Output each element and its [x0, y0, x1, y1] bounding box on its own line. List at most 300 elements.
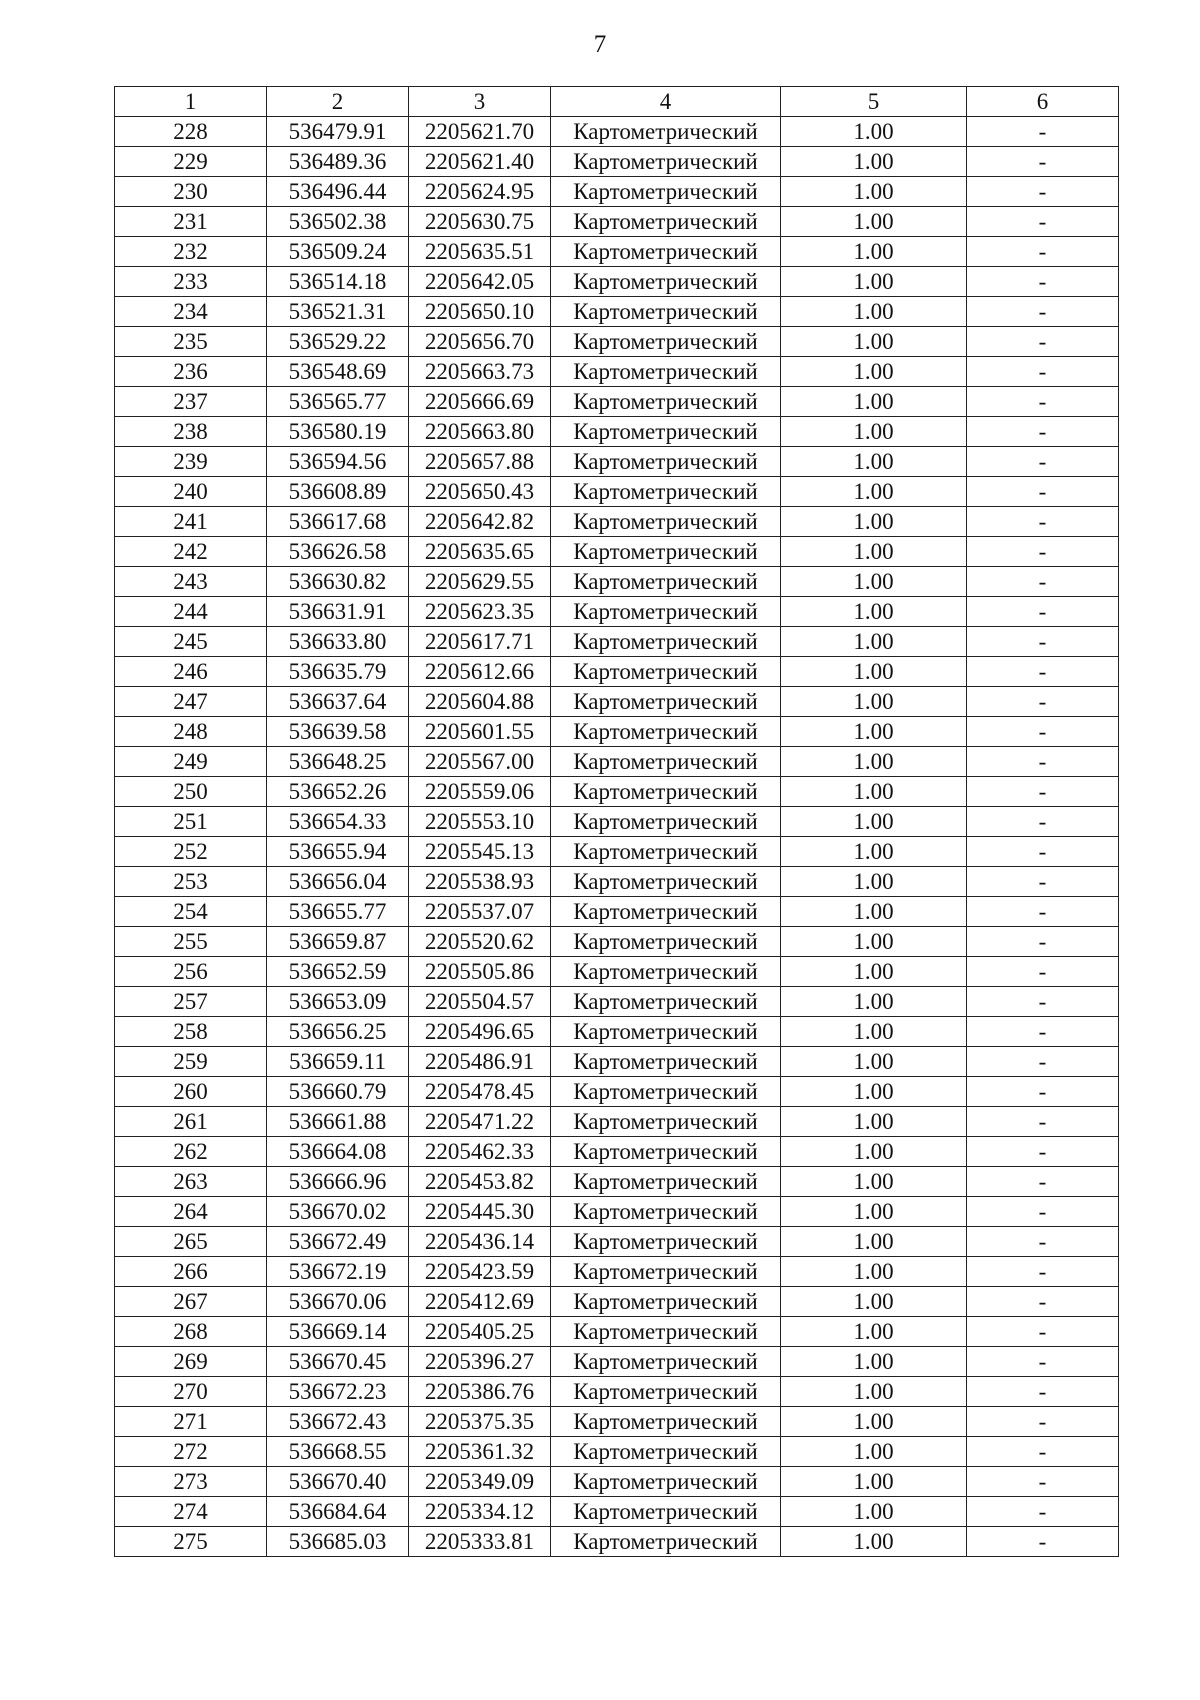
method-cell: Картометрический [551, 987, 781, 1017]
accuracy-cell: 1.00 [781, 1467, 967, 1497]
table-row [115, 147, 1119, 177]
x-coordinate-cell: 536685.03 [267, 1527, 409, 1557]
column-header: 1 [115, 87, 267, 117]
note-cell: - [967, 747, 1119, 777]
accuracy-cell: 1.00 [781, 477, 967, 507]
column-header: 4 [551, 87, 781, 117]
x-coordinate-cell: 536661.88 [267, 1107, 409, 1137]
table-row [115, 1167, 1119, 1197]
point-number-cell: 249 [115, 747, 267, 777]
accuracy-cell: 1.00 [781, 897, 967, 927]
note-cell: - [967, 1347, 1119, 1377]
note-cell: - [967, 1167, 1119, 1197]
table-row [115, 1227, 1119, 1257]
accuracy-cell: 1.00 [781, 807, 967, 837]
accuracy-cell: 1.00 [781, 867, 967, 897]
accuracy-cell: 1.00 [781, 1317, 967, 1347]
point-number-cell: 271 [115, 1407, 267, 1437]
method-cell: Картометрический [551, 1317, 781, 1347]
point-number-cell: 236 [115, 357, 267, 387]
note-cell: - [967, 597, 1119, 627]
method-cell: Картометрический [551, 1527, 781, 1557]
point-number-cell: 235 [115, 327, 267, 357]
x-coordinate-cell: 536656.25 [267, 1017, 409, 1047]
note-cell: - [967, 207, 1119, 237]
y-coordinate-cell: 2205663.73 [409, 357, 551, 387]
method-cell: Картометрический [551, 177, 781, 207]
method-cell: Картометрический [551, 1287, 781, 1317]
method-cell: Картометрический [551, 1437, 781, 1467]
method-cell: Картометрический [551, 1107, 781, 1137]
note-cell: - [967, 927, 1119, 957]
x-coordinate-cell: 536594.56 [267, 447, 409, 477]
y-coordinate-cell: 2205666.69 [409, 387, 551, 417]
method-cell: Картометрический [551, 1137, 781, 1167]
y-coordinate-cell: 2205621.70 [409, 117, 551, 147]
y-coordinate-cell: 2205486.91 [409, 1047, 551, 1077]
x-coordinate-cell: 536666.96 [267, 1167, 409, 1197]
note-cell: - [967, 1107, 1119, 1137]
x-coordinate-cell: 536670.40 [267, 1467, 409, 1497]
note-cell: - [967, 477, 1119, 507]
accuracy-cell: 1.00 [781, 1497, 967, 1527]
x-coordinate-cell: 536548.69 [267, 357, 409, 387]
table-row [115, 1317, 1119, 1347]
method-cell: Картометрический [551, 1257, 781, 1287]
note-cell: - [967, 1377, 1119, 1407]
accuracy-cell: 1.00 [781, 297, 967, 327]
x-coordinate-cell: 536633.80 [267, 627, 409, 657]
note-cell: - [967, 807, 1119, 837]
method-cell: Картометрический [551, 1047, 781, 1077]
method-cell: Картометрический [551, 1017, 781, 1047]
accuracy-cell: 1.00 [781, 987, 967, 1017]
accuracy-cell: 1.00 [781, 357, 967, 387]
y-coordinate-cell: 2205386.76 [409, 1377, 551, 1407]
x-coordinate-cell: 536668.55 [267, 1437, 409, 1467]
note-cell: - [967, 777, 1119, 807]
point-number-cell: 242 [115, 537, 267, 567]
note-cell: - [967, 447, 1119, 477]
point-number-cell: 268 [115, 1317, 267, 1347]
y-coordinate-cell: 2205396.27 [409, 1347, 551, 1377]
point-number-cell: 251 [115, 807, 267, 837]
method-cell: Картометрический [551, 777, 781, 807]
x-coordinate-cell: 536608.89 [267, 477, 409, 507]
point-number-cell: 240 [115, 477, 267, 507]
x-coordinate-cell: 536635.79 [267, 657, 409, 687]
y-coordinate-cell: 2205642.82 [409, 507, 551, 537]
x-coordinate-cell: 536637.64 [267, 687, 409, 717]
point-number-cell: 269 [115, 1347, 267, 1377]
note-cell: - [967, 897, 1119, 927]
note-cell: - [967, 537, 1119, 567]
method-cell: Картометрический [551, 1227, 781, 1257]
accuracy-cell: 1.00 [781, 1227, 967, 1257]
y-coordinate-cell: 2205642.05 [409, 267, 551, 297]
note-cell: - [967, 687, 1119, 717]
y-coordinate-cell: 2205612.66 [409, 657, 551, 687]
point-number-cell: 228 [115, 117, 267, 147]
table-row [115, 807, 1119, 837]
table-row [115, 267, 1119, 297]
note-cell: - [967, 1257, 1119, 1287]
point-number-cell: 267 [115, 1287, 267, 1317]
x-coordinate-cell: 536654.33 [267, 807, 409, 837]
y-coordinate-cell: 2205496.65 [409, 1017, 551, 1047]
method-cell: Картометрический [551, 927, 781, 957]
y-coordinate-cell: 2205553.10 [409, 807, 551, 837]
point-number-cell: 232 [115, 237, 267, 267]
method-cell: Картометрический [551, 1197, 781, 1227]
method-cell: Картометрический [551, 837, 781, 867]
note-cell: - [967, 357, 1119, 387]
method-cell: Картометрический [551, 687, 781, 717]
accuracy-cell: 1.00 [781, 747, 967, 777]
accuracy-cell: 1.00 [781, 1437, 967, 1467]
point-number-cell: 274 [115, 1497, 267, 1527]
method-cell: Картометрический [551, 597, 781, 627]
accuracy-cell: 1.00 [781, 237, 967, 267]
method-cell: Картометрический [551, 567, 781, 597]
table-row [115, 1497, 1119, 1527]
x-coordinate-cell: 536672.23 [267, 1377, 409, 1407]
table-row [115, 177, 1119, 207]
column-header: 6 [967, 87, 1119, 117]
x-coordinate-cell: 536509.24 [267, 237, 409, 267]
table-row [115, 297, 1119, 327]
note-cell: - [967, 957, 1119, 987]
note-cell: - [967, 1047, 1119, 1077]
table-row [115, 1527, 1119, 1557]
note-cell: - [967, 987, 1119, 1017]
point-number-cell: 272 [115, 1437, 267, 1467]
table-row [115, 1077, 1119, 1107]
x-coordinate-cell: 536670.45 [267, 1347, 409, 1377]
accuracy-cell: 1.00 [781, 417, 967, 447]
note-cell: - [967, 147, 1119, 177]
y-coordinate-cell: 2205657.88 [409, 447, 551, 477]
table-row [115, 1467, 1119, 1497]
point-number-cell: 258 [115, 1017, 267, 1047]
method-cell: Картометрический [551, 1497, 781, 1527]
x-coordinate-cell: 536580.19 [267, 417, 409, 447]
table-row [115, 927, 1119, 957]
x-coordinate-cell: 536626.58 [267, 537, 409, 567]
method-cell: Картометрический [551, 897, 781, 927]
table-row [115, 1347, 1119, 1377]
point-number-cell: 234 [115, 297, 267, 327]
note-cell: - [967, 657, 1119, 687]
y-coordinate-cell: 2205650.43 [409, 477, 551, 507]
method-cell: Картометрический [551, 477, 781, 507]
method-cell: Картометрический [551, 807, 781, 837]
method-cell: Картометрический [551, 1407, 781, 1437]
point-number-cell: 244 [115, 597, 267, 627]
accuracy-cell: 1.00 [781, 117, 967, 147]
point-number-cell: 265 [115, 1227, 267, 1257]
x-coordinate-cell: 536684.64 [267, 1497, 409, 1527]
note-cell: - [967, 717, 1119, 747]
y-coordinate-cell: 2205361.32 [409, 1437, 551, 1467]
coordinates-table [114, 86, 1119, 1557]
table-row [115, 537, 1119, 567]
y-coordinate-cell: 2205567.00 [409, 747, 551, 777]
y-coordinate-cell: 2205604.88 [409, 687, 551, 717]
x-coordinate-cell: 536639.58 [267, 717, 409, 747]
note-cell: - [967, 507, 1119, 537]
x-coordinate-cell: 536529.22 [267, 327, 409, 357]
point-number-cell: 246 [115, 657, 267, 687]
accuracy-cell: 1.00 [781, 1257, 967, 1287]
accuracy-cell: 1.00 [781, 1197, 967, 1227]
note-cell: - [967, 567, 1119, 597]
table-row [115, 117, 1119, 147]
note-cell: - [967, 267, 1119, 297]
table-row [115, 507, 1119, 537]
table-row [115, 477, 1119, 507]
accuracy-cell: 1.00 [781, 1137, 967, 1167]
point-number-cell: 263 [115, 1167, 267, 1197]
accuracy-cell: 1.00 [781, 537, 967, 567]
table-row [115, 1137, 1119, 1167]
accuracy-cell: 1.00 [781, 687, 967, 717]
y-coordinate-cell: 2205663.80 [409, 417, 551, 447]
table-row [115, 747, 1119, 777]
table-row [115, 1107, 1119, 1137]
note-cell: - [967, 1527, 1119, 1557]
note-cell: - [967, 417, 1119, 447]
point-number-cell: 254 [115, 897, 267, 927]
point-number-cell: 255 [115, 927, 267, 957]
column-header: 2 [267, 87, 409, 117]
table-row [115, 1437, 1119, 1467]
point-number-cell: 252 [115, 837, 267, 867]
accuracy-cell: 1.00 [781, 147, 967, 177]
x-coordinate-cell: 536565.77 [267, 387, 409, 417]
y-coordinate-cell: 2205538.93 [409, 867, 551, 897]
x-coordinate-cell: 536631.91 [267, 597, 409, 627]
page-number: 7 [593, 31, 607, 58]
accuracy-cell: 1.00 [781, 507, 967, 537]
point-number-cell: 237 [115, 387, 267, 417]
x-coordinate-cell: 536670.06 [267, 1287, 409, 1317]
y-coordinate-cell: 2205436.14 [409, 1227, 551, 1257]
note-cell: - [967, 1137, 1119, 1167]
table-row [115, 207, 1119, 237]
table-row [115, 687, 1119, 717]
y-coordinate-cell: 2205423.59 [409, 1257, 551, 1287]
table-row [115, 1047, 1119, 1077]
accuracy-cell: 1.00 [781, 927, 967, 957]
point-number-cell: 239 [115, 447, 267, 477]
y-coordinate-cell: 2205629.55 [409, 567, 551, 597]
x-coordinate-cell: 536664.08 [267, 1137, 409, 1167]
point-number-cell: 275 [115, 1527, 267, 1557]
point-number-cell: 230 [115, 177, 267, 207]
point-number-cell: 257 [115, 987, 267, 1017]
accuracy-cell: 1.00 [781, 597, 967, 627]
method-cell: Картометрический [551, 1167, 781, 1197]
accuracy-cell: 1.00 [781, 177, 967, 207]
x-coordinate-cell: 536659.11 [267, 1047, 409, 1077]
point-number-cell: 250 [115, 777, 267, 807]
note-cell: - [967, 387, 1119, 417]
note-cell: - [967, 117, 1119, 147]
method-cell: Картометрический [551, 507, 781, 537]
method-cell: Картометрический [551, 357, 781, 387]
method-cell: Картометрический [551, 237, 781, 267]
accuracy-cell: 1.00 [781, 657, 967, 687]
y-coordinate-cell: 2205471.22 [409, 1107, 551, 1137]
point-number-cell: 253 [115, 867, 267, 897]
note-cell: - [967, 1077, 1119, 1107]
point-number-cell: 241 [115, 507, 267, 537]
accuracy-cell: 1.00 [781, 327, 967, 357]
method-cell: Картометрический [551, 627, 781, 657]
table-row [115, 327, 1119, 357]
method-cell: Картометрический [551, 447, 781, 477]
point-number-cell: 243 [115, 567, 267, 597]
accuracy-cell: 1.00 [781, 1107, 967, 1137]
accuracy-cell: 1.00 [781, 267, 967, 297]
y-coordinate-cell: 2205520.62 [409, 927, 551, 957]
accuracy-cell: 1.00 [781, 1017, 967, 1047]
note-cell: - [967, 1287, 1119, 1317]
y-coordinate-cell: 2205537.07 [409, 897, 551, 927]
note-cell: - [967, 1497, 1119, 1527]
accuracy-cell: 1.00 [781, 837, 967, 867]
table-row [115, 1287, 1119, 1317]
y-coordinate-cell: 2205601.55 [409, 717, 551, 747]
x-coordinate-cell: 536653.09 [267, 987, 409, 1017]
accuracy-cell: 1.00 [781, 567, 967, 597]
note-cell: - [967, 627, 1119, 657]
accuracy-cell: 1.00 [781, 1167, 967, 1197]
note-cell: - [967, 237, 1119, 267]
y-coordinate-cell: 2205405.25 [409, 1317, 551, 1347]
table-row [115, 1377, 1119, 1407]
point-number-cell: 270 [115, 1377, 267, 1407]
accuracy-cell: 1.00 [781, 207, 967, 237]
point-number-cell: 233 [115, 267, 267, 297]
method-cell: Картометрический [551, 1467, 781, 1497]
x-coordinate-cell: 536659.87 [267, 927, 409, 957]
note-cell: - [967, 837, 1119, 867]
table-row [115, 657, 1119, 687]
x-coordinate-cell: 536521.31 [267, 297, 409, 327]
point-number-cell: 247 [115, 687, 267, 717]
table-row [115, 387, 1119, 417]
x-coordinate-cell: 536489.36 [267, 147, 409, 177]
y-coordinate-cell: 2205630.75 [409, 207, 551, 237]
point-number-cell: 256 [115, 957, 267, 987]
table-row [115, 417, 1119, 447]
point-number-cell: 273 [115, 1467, 267, 1497]
point-number-cell: 262 [115, 1137, 267, 1167]
table-row [115, 1407, 1119, 1437]
x-coordinate-cell: 536652.26 [267, 777, 409, 807]
note-cell: - [967, 1227, 1119, 1257]
y-coordinate-cell: 2205635.51 [409, 237, 551, 267]
method-cell: Картометрический [551, 417, 781, 447]
table-row [115, 987, 1119, 1017]
y-coordinate-cell: 2205453.82 [409, 1167, 551, 1197]
y-coordinate-cell: 2205504.57 [409, 987, 551, 1017]
x-coordinate-cell: 536655.94 [267, 837, 409, 867]
y-coordinate-cell: 2205445.30 [409, 1197, 551, 1227]
accuracy-cell: 1.00 [781, 957, 967, 987]
x-coordinate-cell: 536502.38 [267, 207, 409, 237]
y-coordinate-cell: 2205623.35 [409, 597, 551, 627]
table-row [115, 717, 1119, 747]
table-row [115, 1017, 1119, 1047]
y-coordinate-cell: 2205505.86 [409, 957, 551, 987]
table-row [115, 1257, 1119, 1287]
method-cell: Картометрический [551, 717, 781, 747]
column-header: 5 [781, 87, 967, 117]
table-row [115, 447, 1119, 477]
table-header-row [115, 87, 1119, 117]
y-coordinate-cell: 2205478.45 [409, 1077, 551, 1107]
accuracy-cell: 1.00 [781, 717, 967, 747]
y-coordinate-cell: 2205334.12 [409, 1497, 551, 1527]
x-coordinate-cell: 536672.19 [267, 1257, 409, 1287]
x-coordinate-cell: 536670.02 [267, 1197, 409, 1227]
x-coordinate-cell: 536660.79 [267, 1077, 409, 1107]
column-header: 3 [409, 87, 551, 117]
note-cell: - [967, 867, 1119, 897]
x-coordinate-cell: 536669.14 [267, 1317, 409, 1347]
note-cell: - [967, 1407, 1119, 1437]
table-row [115, 897, 1119, 927]
y-coordinate-cell: 2205462.33 [409, 1137, 551, 1167]
table-row [115, 957, 1119, 987]
note-cell: - [967, 177, 1119, 207]
accuracy-cell: 1.00 [781, 627, 967, 657]
table-row [115, 1197, 1119, 1227]
accuracy-cell: 1.00 [781, 1077, 967, 1107]
method-cell: Картометрический [551, 537, 781, 567]
accuracy-cell: 1.00 [781, 1047, 967, 1077]
point-number-cell: 248 [115, 717, 267, 747]
table-row [115, 837, 1119, 867]
x-coordinate-cell: 536672.43 [267, 1407, 409, 1437]
note-cell: - [967, 1197, 1119, 1227]
accuracy-cell: 1.00 [781, 447, 967, 477]
method-cell: Картометрический [551, 327, 781, 357]
table-row [115, 357, 1119, 387]
y-coordinate-cell: 2205375.35 [409, 1407, 551, 1437]
method-cell: Картометрический [551, 1377, 781, 1407]
table-body [115, 117, 1119, 1557]
y-coordinate-cell: 2205333.81 [409, 1527, 551, 1557]
y-coordinate-cell: 2205559.06 [409, 777, 551, 807]
point-number-cell: 231 [115, 207, 267, 237]
accuracy-cell: 1.00 [781, 1527, 967, 1557]
method-cell: Картометрический [551, 207, 781, 237]
method-cell: Картометрический [551, 867, 781, 897]
method-cell: Картометрический [551, 147, 781, 177]
table-row [115, 237, 1119, 267]
point-number-cell: 238 [115, 417, 267, 447]
accuracy-cell: 1.00 [781, 387, 967, 417]
table-row [115, 867, 1119, 897]
x-coordinate-cell: 536652.59 [267, 957, 409, 987]
point-number-cell: 264 [115, 1197, 267, 1227]
x-coordinate-cell: 536656.04 [267, 867, 409, 897]
point-number-cell: 245 [115, 627, 267, 657]
